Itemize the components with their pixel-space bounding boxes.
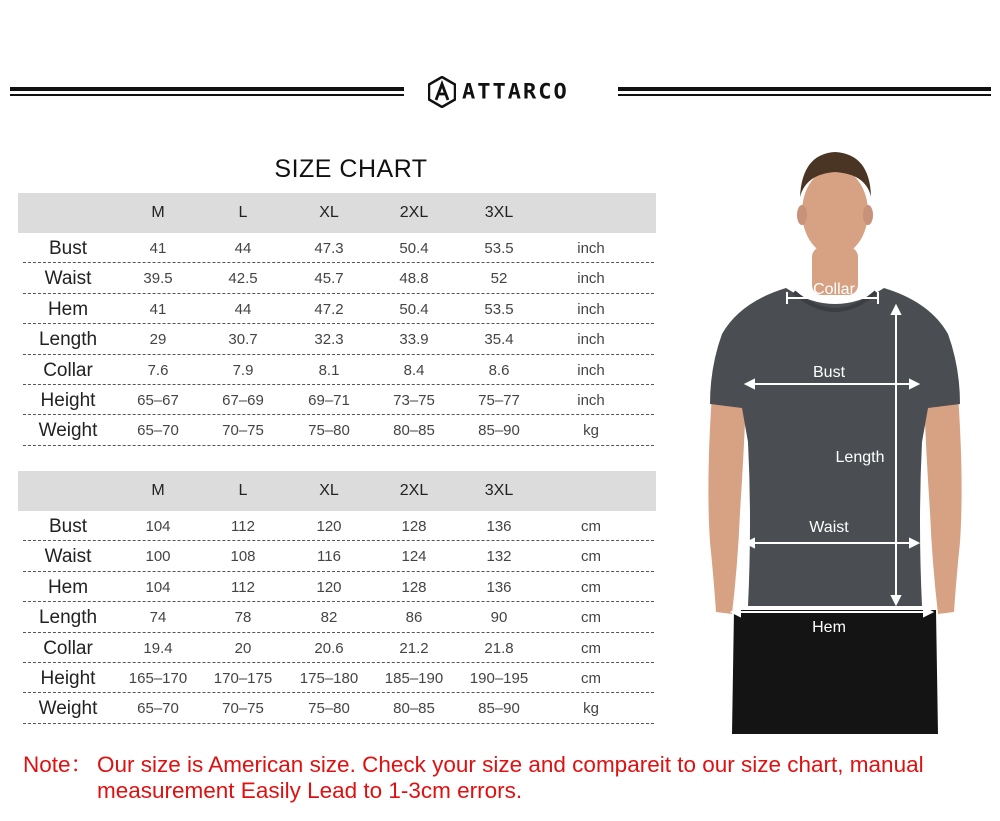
size-value-cell: 65–70 xyxy=(137,700,179,718)
unit-cell: cm xyxy=(581,548,601,566)
unit-cell: cm xyxy=(581,609,601,627)
size-value-cell: 190–195 xyxy=(469,669,529,687)
size-table-cm xyxy=(18,471,656,724)
collar-label: Collar xyxy=(813,281,855,298)
unit-cell: cm xyxy=(581,578,601,596)
size-value-cell: 80–85 xyxy=(393,422,435,440)
size-value-cell: 112 xyxy=(231,518,255,535)
model-arm-left xyxy=(708,394,746,614)
size-value-cell: 86 xyxy=(405,609,423,627)
size-header-row xyxy=(18,471,656,511)
size-value-cell: 48.8 xyxy=(399,270,429,288)
size-value-cell: 120 xyxy=(316,578,342,596)
size-value-cell: 116 xyxy=(317,548,341,566)
model-shirt xyxy=(710,288,960,606)
row-label: Weight xyxy=(38,420,98,442)
row-label: Height xyxy=(40,389,96,411)
size-header-3xl: 3XL xyxy=(484,482,514,499)
size-value-cell: 65–70 xyxy=(137,422,179,440)
size-value-cell: 74 xyxy=(149,609,167,627)
unit-cell: inch xyxy=(577,331,605,349)
size-value-cell: 44 xyxy=(234,240,252,257)
row-label: Weight xyxy=(38,698,98,720)
size-value-cell: 65–67 xyxy=(137,391,179,409)
model-measurement-figure xyxy=(690,142,980,734)
row-label: Waist xyxy=(44,268,92,290)
row-label: Waist xyxy=(44,546,92,568)
table-row xyxy=(18,294,656,324)
row-label: Collar xyxy=(43,637,93,659)
size-value-cell: 20 xyxy=(234,639,252,657)
size-value-cell: 128 xyxy=(401,578,427,596)
waist-label: Waist xyxy=(809,519,849,536)
size-value-cell: 136 xyxy=(486,578,512,596)
size-value-cell: 170–175 xyxy=(213,669,273,687)
size-value-cell: 124 xyxy=(401,548,427,566)
brand-hexagon-icon xyxy=(428,76,456,108)
size-value-cell: 73–75 xyxy=(393,391,435,409)
table-row xyxy=(18,693,656,723)
size-value-cell: 90 xyxy=(490,609,508,627)
size-value-cell: 85–90 xyxy=(478,700,520,718)
size-value-cell: 165–170 xyxy=(128,669,188,687)
size-value-cell: 70–75 xyxy=(222,422,264,440)
row-label: Collar xyxy=(43,359,93,381)
size-note xyxy=(23,752,983,804)
size-value-cell: 82 xyxy=(320,609,338,627)
size-value-cell: 41 xyxy=(149,300,167,318)
size-value-cell: 39.5 xyxy=(143,270,173,288)
size-value-cell: 20.6 xyxy=(314,639,344,657)
size-value-cell: 44 xyxy=(234,300,252,318)
size-value-cell: 33.9 xyxy=(399,331,429,349)
size-value-cell: 19.4 xyxy=(143,639,173,657)
size-value-cell: 29 xyxy=(149,331,167,349)
size-value-cell: 175–180 xyxy=(299,669,359,687)
size-value-cell: 80–85 xyxy=(393,700,435,718)
table-row xyxy=(18,511,656,541)
table-row xyxy=(18,415,656,445)
size-value-cell: 75–77 xyxy=(478,391,520,409)
size-value-cell: 50.4 xyxy=(399,240,429,257)
size-value-cell: 53.5 xyxy=(484,300,514,318)
unit-cell: kg xyxy=(583,422,599,440)
size-header-m: M xyxy=(151,204,165,221)
size-value-cell: 8.1 xyxy=(318,361,340,379)
size-value-cell: 104 xyxy=(145,578,171,596)
size-value-cell: 7.6 xyxy=(147,361,169,379)
size-table-inch xyxy=(18,193,656,446)
size-header-3xl: 3XL xyxy=(484,204,514,221)
row-label: Hem xyxy=(47,298,89,320)
header-rule-right xyxy=(618,87,991,99)
unit-cell: inch xyxy=(577,240,605,257)
table-row xyxy=(18,663,656,693)
size-header-xl: XL xyxy=(319,482,339,499)
table-row xyxy=(18,324,656,354)
model-ear-right xyxy=(863,205,873,225)
size-value-cell: 8.4 xyxy=(403,361,425,379)
size-value-cell: 85–90 xyxy=(478,422,520,440)
size-value-cell: 78 xyxy=(234,609,252,627)
size-value-cell: 8.6 xyxy=(488,361,510,379)
size-header-2xl: 2XL xyxy=(399,482,429,499)
unit-cell: inch xyxy=(577,270,605,288)
size-value-cell: 67–69 xyxy=(222,391,264,409)
table-row xyxy=(18,263,656,293)
size-value-cell: 70–75 xyxy=(222,700,264,718)
size-header-l: L xyxy=(238,482,248,499)
model-illustration xyxy=(690,142,980,734)
size-value-cell: 50.4 xyxy=(399,300,429,318)
size-value-cell: 75–80 xyxy=(308,700,350,718)
size-value-cell: 69–71 xyxy=(308,391,350,409)
size-value-cell: 41 xyxy=(149,240,167,257)
size-header-m: M xyxy=(151,482,165,499)
unit-cell: inch xyxy=(577,391,605,409)
size-chart-title: SIZE CHART xyxy=(274,155,428,183)
row-label: Height xyxy=(40,667,96,689)
table-row xyxy=(18,385,656,415)
unit-cell: cm xyxy=(581,669,601,687)
unit-cell: cm xyxy=(581,518,601,535)
size-value-cell: 32.3 xyxy=(314,331,344,349)
size-value-cell: 136 xyxy=(486,518,512,535)
model-ear-left xyxy=(797,205,807,225)
header-rule-left xyxy=(10,87,404,99)
size-header-xl: XL xyxy=(319,204,339,221)
size-value-cell: 42.5 xyxy=(228,270,258,288)
unit-cell: inch xyxy=(577,361,605,379)
size-value-cell: 21.2 xyxy=(399,639,429,657)
note-line-1: Our size is American size. Check your size and compareit to our size chart, manual xyxy=(97,752,924,777)
table-row xyxy=(18,541,656,571)
brand-name: ATTARCO xyxy=(462,80,569,104)
size-value-cell: 132 xyxy=(486,548,512,566)
note-label: Note： xyxy=(23,752,94,777)
row-label: Bust xyxy=(48,516,88,537)
size-value-cell: 108 xyxy=(230,548,256,566)
size-value-cell: 100 xyxy=(145,548,171,566)
row-label: Hem xyxy=(47,576,89,598)
size-value-cell: 120 xyxy=(316,518,342,535)
brand-logo xyxy=(428,74,569,110)
row-label: Length xyxy=(38,607,98,629)
size-header-l: L xyxy=(238,204,248,221)
unit-cell: kg xyxy=(583,700,599,718)
size-value-cell: 21.8 xyxy=(484,639,514,657)
size-value-cell: 35.4 xyxy=(484,331,514,349)
size-header-row xyxy=(18,193,656,233)
model-arm-right xyxy=(924,394,962,614)
hem-label: Hem xyxy=(812,619,846,636)
unit-cell: inch xyxy=(577,300,605,318)
table-row xyxy=(18,633,656,663)
bust-label: Bust xyxy=(812,364,846,381)
table-row xyxy=(18,602,656,632)
size-value-cell: 47.2 xyxy=(314,300,344,318)
size-value-cell: 104 xyxy=(145,518,171,535)
size-value-cell: 52 xyxy=(490,270,508,288)
size-value-cell: 30.7 xyxy=(228,331,258,349)
size-value-cell: 112 xyxy=(231,578,255,596)
size-value-cell: 7.9 xyxy=(232,361,254,379)
size-value-cell: 47.3 xyxy=(314,240,344,257)
table-row xyxy=(18,355,656,385)
row-label: Length xyxy=(38,329,98,351)
table-row xyxy=(18,233,656,263)
row-label: Bust xyxy=(48,238,88,259)
table-row xyxy=(18,572,656,602)
size-value-cell: 45.7 xyxy=(314,270,344,288)
size-value-cell: 75–80 xyxy=(308,422,350,440)
size-header-2xl: 2XL xyxy=(399,204,429,221)
note-line-2: measurement Easily Lead to 1-3cm errors. xyxy=(97,778,523,803)
size-value-cell: 185–190 xyxy=(384,669,444,687)
length-label: Length xyxy=(835,449,885,466)
size-value-cell: 128 xyxy=(401,518,427,535)
model-head xyxy=(802,168,868,256)
size-value-cell: 53.5 xyxy=(484,240,514,257)
unit-cell: cm xyxy=(581,639,601,657)
